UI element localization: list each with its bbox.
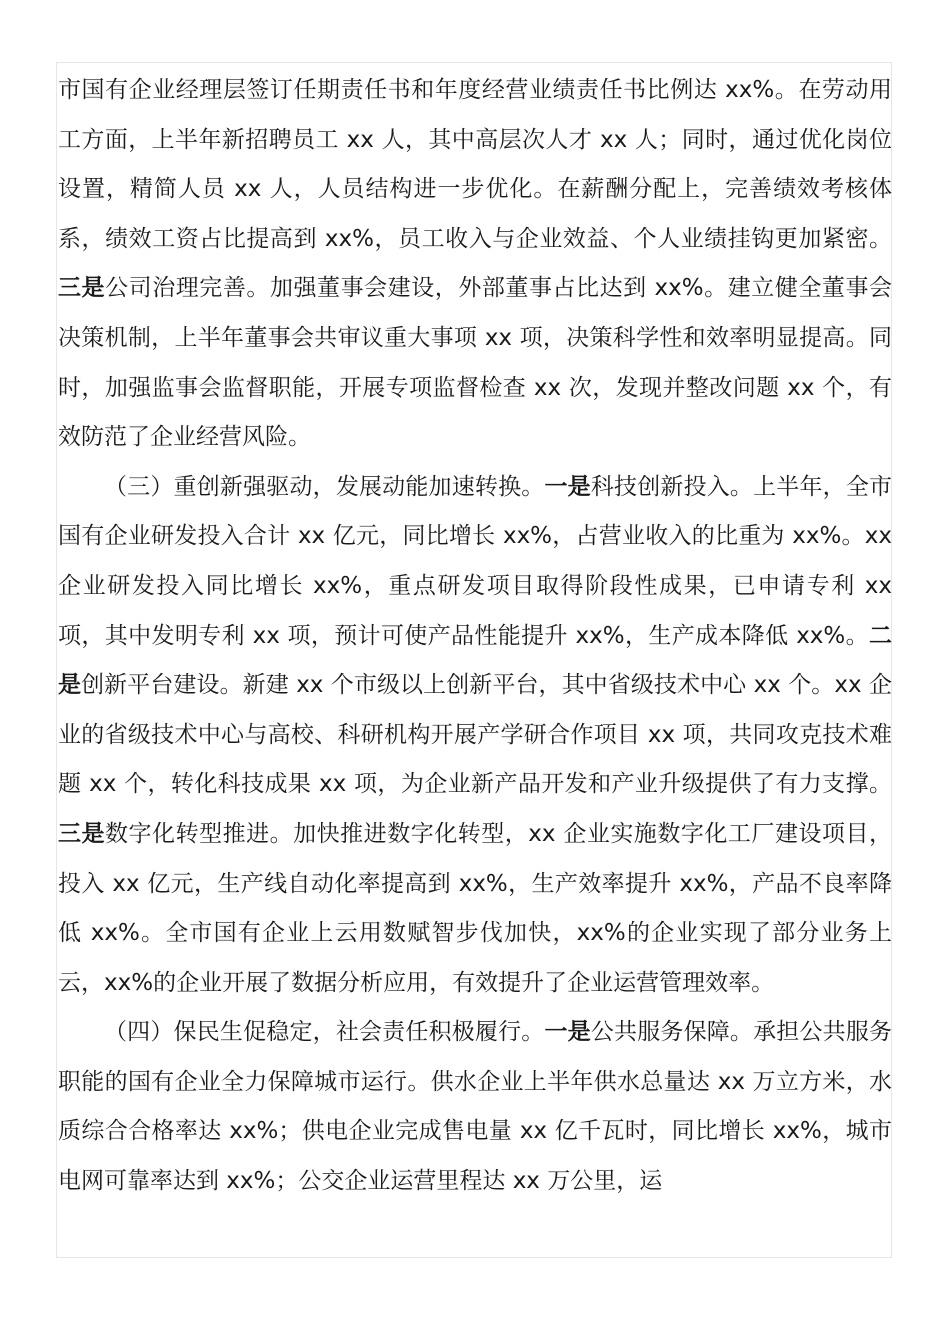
p2-bold-sanshi: 三是	[58, 820, 106, 847]
p1-text-2: 公司治理完善。加强董事会建设，外部董事占比达到 xx%。建立健全董事会决策机制，上半年董事会共审议重大事项 xx 项，决策科学性和效率明显提高。同时，加强监事会监督职能，开展专项监督检查 xx 次，发现并整改问题 xx 个，有效防范了企业经营风险。	[58, 275, 893, 451]
p2-heading: （三）重创新强驱动，发展动能加速转换。	[104, 473, 545, 500]
p3-text-1: 公共服务保障。承担公共服务职能的国有企业全力保障城市运行。供水企业上半年供水总量达 xx 万立方米，水质综合合格率达 xx%；供电企业完成售电量 xx 亿千瓦时，同比增长 xx%，城市电网可靠率达到 xx%；公交企业运营里程达 xx 万公里，运	[58, 1019, 893, 1195]
paragraph-1	[58, 66, 892, 463]
paragraph-3	[58, 1008, 892, 1206]
p3-heading: （四）保民生促稳定，社会责任积极履行。	[104, 1019, 545, 1046]
paragraph-2	[58, 463, 892, 1009]
p3-bold-yishi: 一是	[544, 1019, 591, 1046]
p1-bold-sanshi: 三是	[58, 275, 106, 302]
p2-text-2: 创新平台建设。新建 xx 个市级以上创新平台，其中省级技术中心 xx 个。xx 企业的省级技术中心与高校、科研机构开展产学研合作项目 xx 项，共同攻克技术难题 xx 个，转化科技成果 xx 项，为企业新产品开发和产业升级提供了有力支撑。	[58, 672, 893, 798]
p2-bold-ershi: 二是	[58, 622, 892, 699]
document-body	[58, 66, 892, 1207]
p1-text-1: 市国有企业经理层签订任期责任书和年度经营业绩责任书比例达 xx%。在劳动用工方面，上半年新招聘员工 xx 人，其中高层次人才 xx 人；同时，通过优化岗位设置，精简人员 xx 人，人员结构进一步优化。在薪酬分配上，完善绩效考核体系，绩效工资占比提高到 xx%，员工收入与企业效益、个人业绩挂钩更加紧密。	[58, 77, 892, 252]
p2-bold-yishi: 一是	[544, 473, 591, 500]
p2-text-1: 科技创新投入。上半年，全市国有企业研发投入合计 xx 亿元，同比增长 xx%，占营业收入的比重为 xx%。xx 企业研发投入同比增长 xx%，重点研发项目取得阶段性成果，已申请专利 xx 项，其中发明专利 xx 项，预计可使产品性能提升 xx%，生产成本降低 xx%。	[58, 473, 893, 649]
p2-text-3: 数字化转型推进。加快推进数字化转型，xx 企业实施数字化工厂建设项目，投入 xx 亿元，生产线自动化率提高到 xx%，生产效率提升 xx%，产品不良率降低 xx%。全市国有企业上云用数赋智步伐加快，xx%的企业实现了部分业务上云，xx%的企业开展了数据分析应用，有效提升了企业运营管理效率。	[58, 820, 892, 996]
